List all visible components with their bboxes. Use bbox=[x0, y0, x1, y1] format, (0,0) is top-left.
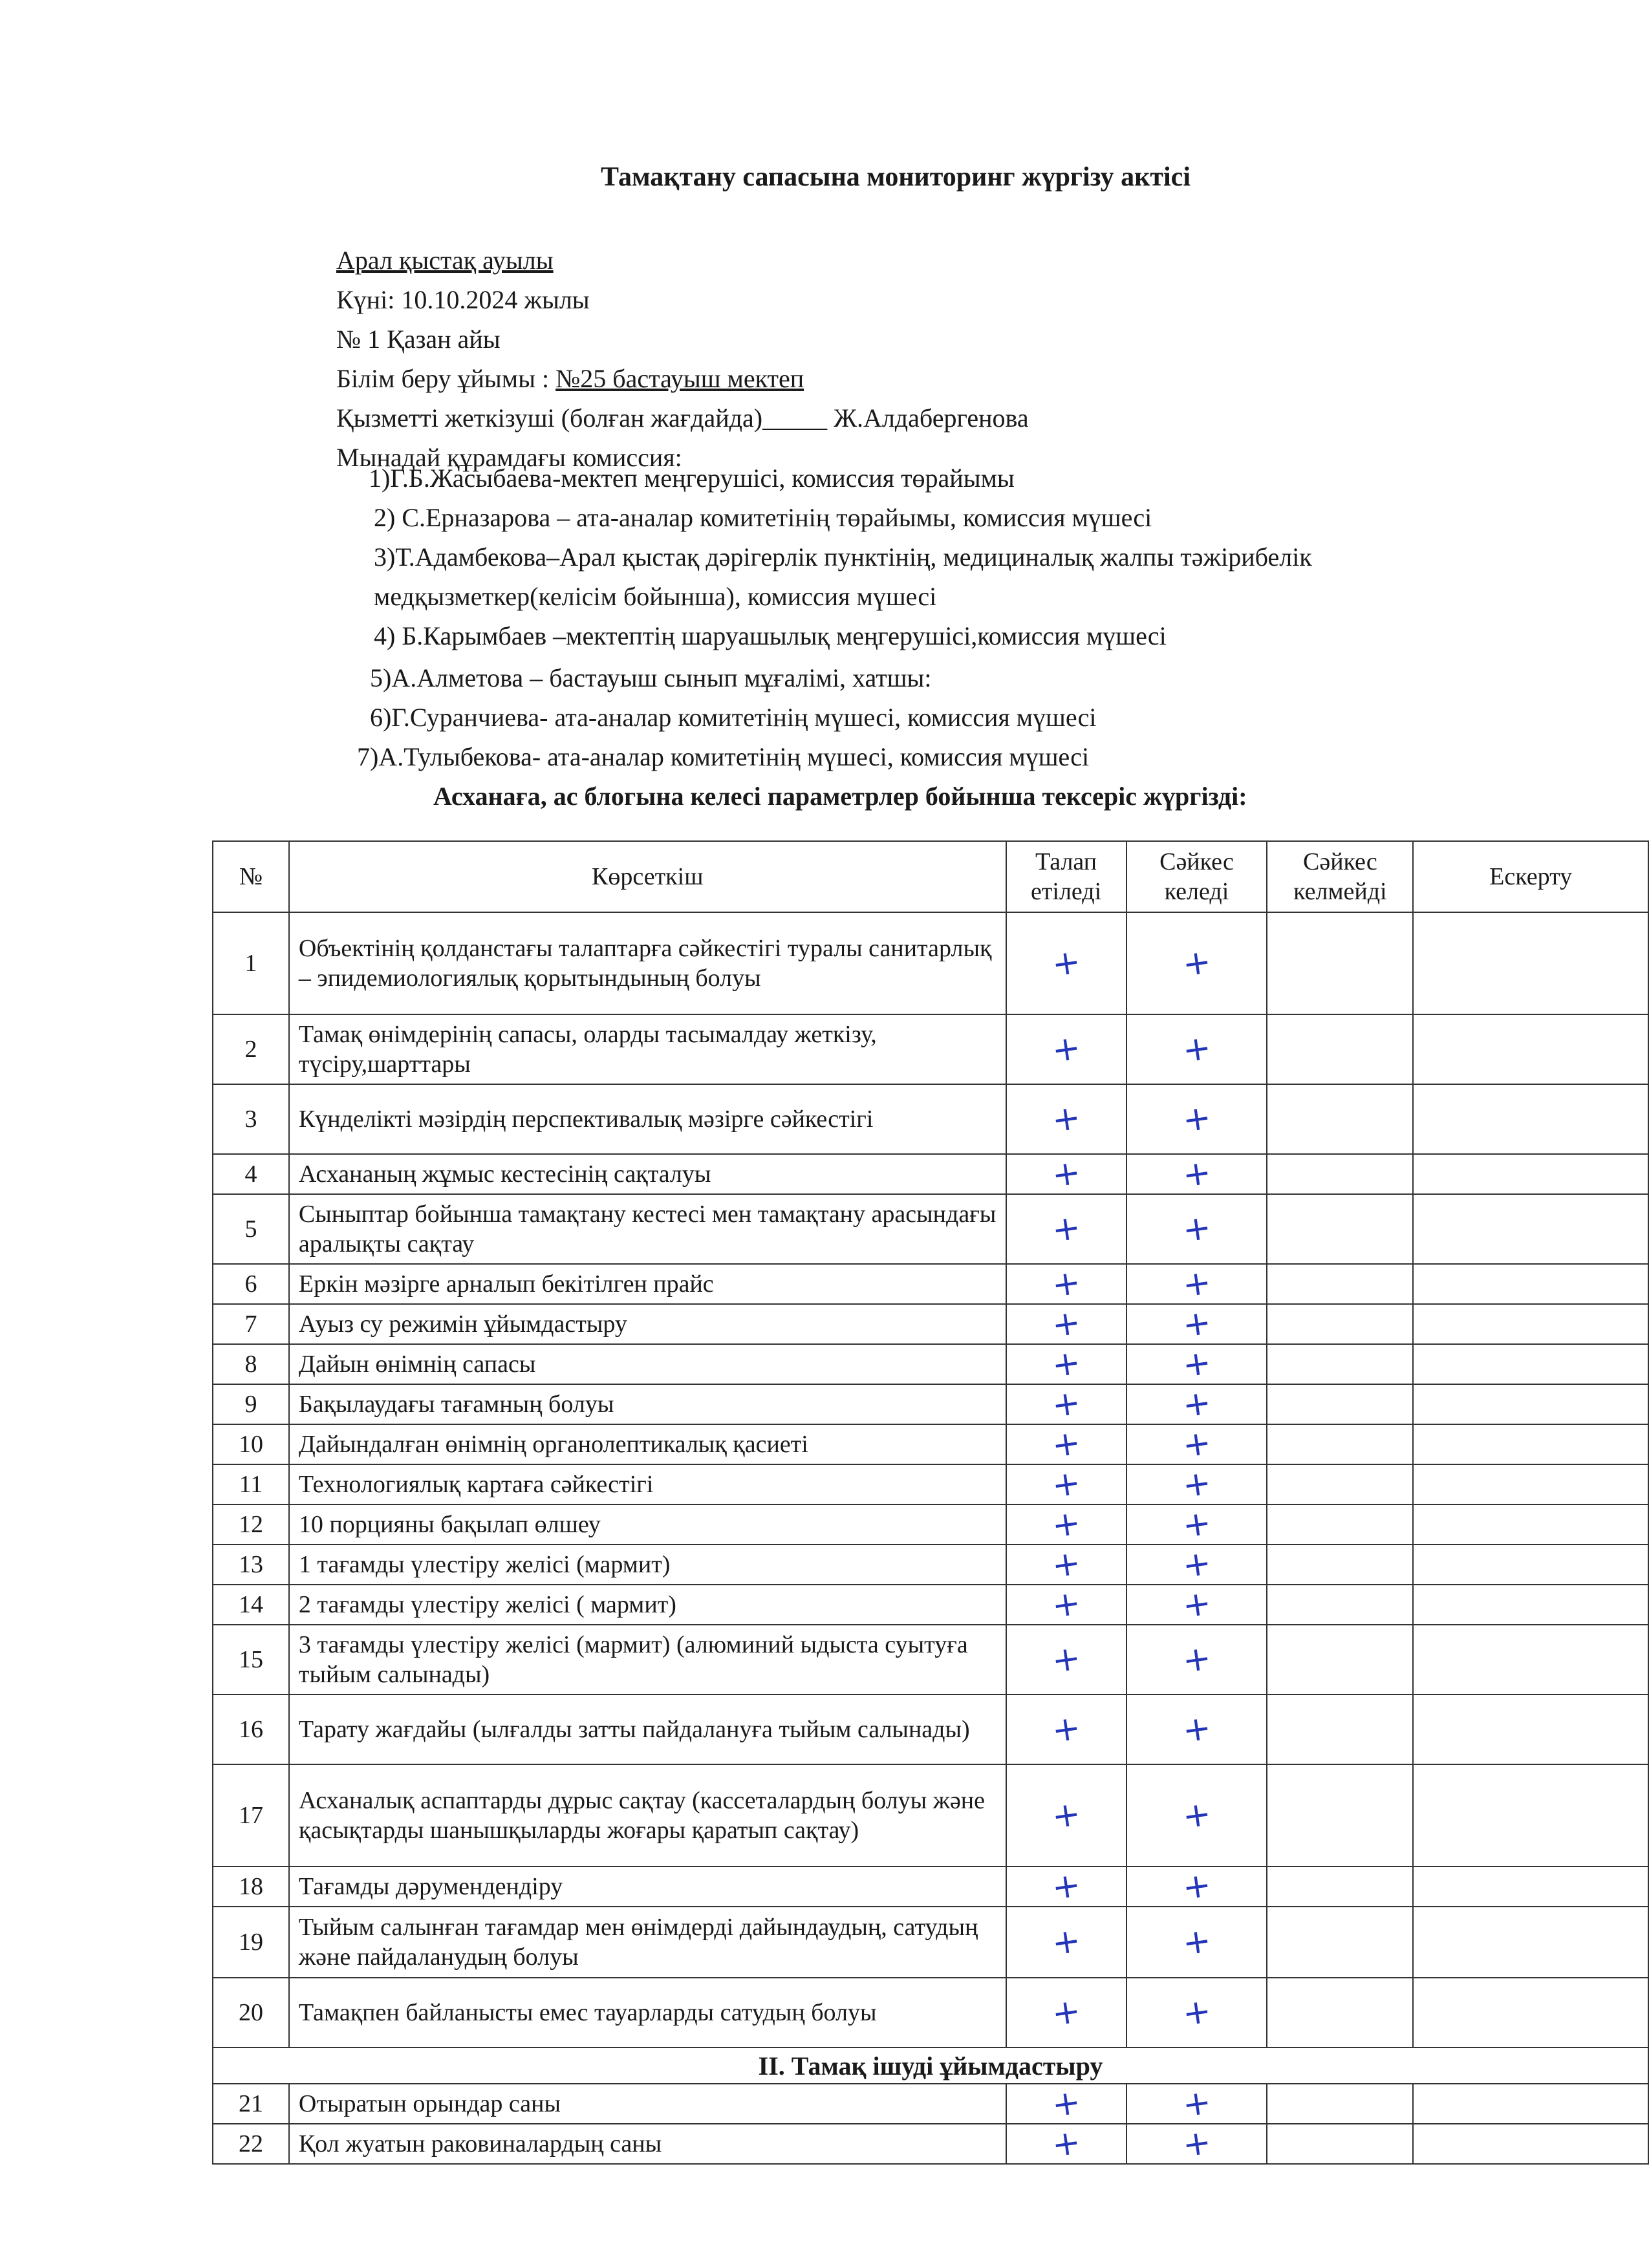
table-row bbox=[213, 2124, 1648, 2164]
compliant-mark-cell bbox=[1126, 1978, 1267, 2048]
required-mark-cell bbox=[1006, 1384, 1126, 1424]
note-cell bbox=[1413, 1907, 1648, 1978]
number-month-line: № 1 Қазан айы bbox=[336, 325, 501, 354]
row-indicator: Қол жуатын раковиналардың саны bbox=[289, 2124, 1006, 2164]
row-indicator: 10 порцияны бақылап өлшеу bbox=[289, 1504, 1006, 1545]
row-indicator: Еркін мәзірге арналып бекітілген прайс bbox=[289, 1264, 1006, 1304]
compliant-mark-cell bbox=[1126, 1014, 1267, 1084]
table-row bbox=[213, 1424, 1648, 1464]
handwritten-plus-mark: + bbox=[1180, 1208, 1214, 1250]
note-cell bbox=[1413, 1154, 1648, 1194]
required-mark-cell bbox=[1006, 1867, 1126, 1907]
handwritten-plus-mark: + bbox=[1049, 1383, 1083, 1426]
note-cell bbox=[1413, 1304, 1648, 1344]
note-cell bbox=[1413, 1695, 1648, 1764]
inspection-subheading: Асханаға, ас блогына келесі параметрлер бойынша тексеріс жүргізді: bbox=[433, 782, 1247, 811]
handwritten-plus-mark: + bbox=[1049, 1865, 1083, 1908]
handwritten-plus-mark: + bbox=[1049, 1543, 1083, 1586]
noncompliant-cell bbox=[1267, 1585, 1413, 1625]
row-number: 3 bbox=[213, 1084, 289, 1154]
table-row bbox=[213, 1867, 1648, 1907]
handwritten-plus-mark: + bbox=[1180, 1921, 1214, 1963]
required-mark-cell bbox=[1006, 1084, 1126, 1154]
table-row bbox=[213, 1194, 1648, 1264]
compliant-mark-cell bbox=[1126, 1585, 1267, 1625]
row-indicator: Асханалық аспаптарды дұрыс сақтау (кассеталардың болуы және қасықтарды шанышқыларды жоғары қаратып сақтау) bbox=[289, 1764, 1006, 1867]
note-cell bbox=[1413, 1585, 1648, 1625]
table-row bbox=[213, 1084, 1648, 1154]
handwritten-plus-mark: + bbox=[1049, 1208, 1083, 1250]
table-row bbox=[213, 1978, 1648, 2048]
table-row bbox=[213, 1464, 1648, 1504]
row-number: 18 bbox=[213, 1867, 289, 1907]
handwritten-plus-mark: + bbox=[1049, 942, 1083, 985]
row-number: 17 bbox=[213, 1764, 289, 1867]
commission-member: 2) С.Ерназарова – ата-аналар комитетінің төрайымы, комиссия мүшесі bbox=[374, 503, 1152, 532]
table-row bbox=[213, 1154, 1648, 1194]
required-mark-cell bbox=[1006, 1264, 1126, 1304]
noncompliant-cell bbox=[1267, 1464, 1413, 1504]
row-indicator: Тыйым салынған тағамдар мен өнімдерді дайындаудың, сатудың және пайдаланудың болуы bbox=[289, 1907, 1006, 1978]
commission-intro: Мынадай құрамдағы комиссия: bbox=[336, 443, 682, 472]
note-cell bbox=[1413, 2124, 1648, 2164]
handwritten-plus-mark: + bbox=[1180, 1638, 1214, 1681]
required-mark-cell bbox=[1006, 1014, 1126, 1084]
handwritten-plus-mark: + bbox=[1180, 2123, 1214, 2165]
compliant-mark-cell bbox=[1126, 1867, 1267, 1907]
row-indicator: 2 тағамды үлестіру желісі ( мармит) bbox=[289, 1585, 1006, 1625]
noncompliant-cell bbox=[1267, 1304, 1413, 1344]
row-number: 14 bbox=[213, 1585, 289, 1625]
required-mark-cell bbox=[1006, 2124, 1126, 2164]
table-row bbox=[213, 1585, 1648, 1625]
required-mark-cell bbox=[1006, 1545, 1126, 1585]
table-row bbox=[213, 1384, 1648, 1424]
table-body-section2 bbox=[213, 2084, 1648, 2164]
noncompliant-cell bbox=[1267, 1867, 1413, 1907]
section2-title: II. Тамақ ішуді ұйымдастыру bbox=[213, 2048, 1648, 2084]
row-indicator: Асхананың жұмыс кестесінің сақталуы bbox=[289, 1154, 1006, 1194]
noncompliant-cell bbox=[1267, 1264, 1413, 1304]
handwritten-plus-mark: + bbox=[1049, 1153, 1083, 1195]
handwritten-plus-mark: + bbox=[1049, 1503, 1083, 1546]
required-mark-cell bbox=[1006, 1464, 1126, 1504]
school-label: Білім беру ұйымы : bbox=[336, 364, 556, 393]
required-mark-cell bbox=[1006, 1194, 1126, 1264]
required-mark-cell bbox=[1006, 2084, 1126, 2124]
inspection-table bbox=[212, 840, 1649, 2165]
village-line: Арал қыстақ ауылы bbox=[336, 246, 554, 275]
note-cell bbox=[1413, 1264, 1648, 1304]
required-mark-cell bbox=[1006, 1154, 1126, 1194]
row-number: 12 bbox=[213, 1504, 289, 1545]
note-cell bbox=[1413, 1625, 1648, 1695]
note-cell bbox=[1413, 1424, 1648, 1464]
school-line bbox=[336, 359, 1029, 398]
noncompliant-cell bbox=[1267, 1154, 1413, 1194]
row-number: 5 bbox=[213, 1194, 289, 1264]
handwritten-plus-mark: + bbox=[1180, 1028, 1214, 1071]
compliant-mark-cell bbox=[1126, 1907, 1267, 1978]
table-section2-header bbox=[213, 2048, 1648, 2084]
row-number: 20 bbox=[213, 1978, 289, 2048]
noncompliant-cell bbox=[1267, 1545, 1413, 1585]
table-row bbox=[213, 1695, 1648, 1764]
table-row bbox=[213, 2084, 1648, 2124]
noncompliant-cell bbox=[1267, 1764, 1413, 1867]
row-indicator: Тарату жағдайы (ылғалды затты пайдалануға тыйым салынады) bbox=[289, 1695, 1006, 1764]
row-indicator: 3 тағамды үлестіру желісі (мармит) (алюминий ыдыста суытуға тыйым салынады) bbox=[289, 1625, 1006, 1695]
noncompliant-cell bbox=[1267, 1978, 1413, 2048]
handwritten-plus-mark: + bbox=[1049, 1463, 1083, 1506]
row-number: 16 bbox=[213, 1695, 289, 1764]
handwritten-plus-mark: + bbox=[1049, 1343, 1083, 1385]
handwritten-plus-mark: + bbox=[1049, 1708, 1083, 1751]
required-mark-cell bbox=[1006, 1504, 1126, 1545]
row-indicator: Объектінің қолданстағы талаптарға сәйкестігі туралы санитарлық – эпидемиологиялық қорытындының болуы bbox=[289, 912, 1006, 1014]
row-indicator: Тамақ өнімдерінің сапасы, оларды тасымалдау жеткізу, түсіру,шарттары bbox=[289, 1014, 1006, 1084]
table-row bbox=[213, 1764, 1648, 1867]
note-cell bbox=[1413, 2084, 1648, 2124]
required-mark-cell bbox=[1006, 1344, 1126, 1384]
handwritten-plus-mark: + bbox=[1180, 942, 1214, 985]
row-indicator: Сыныптар бойынша тамақтану кестесі мен тамақтану арасындағы аралықты сақтау bbox=[289, 1194, 1006, 1264]
handwritten-plus-mark: + bbox=[1180, 1263, 1214, 1305]
row-indicator: Тағамды дәрумендендіру bbox=[289, 1867, 1006, 1907]
required-mark-cell bbox=[1006, 1695, 1126, 1764]
noncompliant-cell bbox=[1267, 1014, 1413, 1084]
noncompliant-cell bbox=[1267, 1695, 1413, 1764]
row-number: 7 bbox=[213, 1304, 289, 1344]
handwritten-plus-mark: + bbox=[1180, 1303, 1214, 1345]
handwritten-plus-mark: + bbox=[1049, 1028, 1083, 1071]
compliant-mark-cell bbox=[1126, 2124, 1267, 2164]
compliant-mark-cell bbox=[1126, 1504, 1267, 1545]
noncompliant-cell bbox=[1267, 1384, 1413, 1424]
handwritten-plus-mark: + bbox=[1049, 1263, 1083, 1305]
compliant-mark-cell bbox=[1126, 1154, 1267, 1194]
commission-member: 5)А.Алметова – бастауыш сынып мұғалімі, хатшы: bbox=[370, 663, 932, 692]
row-indicator: Тамақпен байланысты емес тауарларды сатудың болуы bbox=[289, 1978, 1006, 2048]
handwritten-plus-mark: + bbox=[1049, 2123, 1083, 2165]
compliant-mark-cell bbox=[1126, 2084, 1267, 2124]
note-cell bbox=[1413, 1504, 1648, 1545]
compliant-mark-cell bbox=[1126, 1344, 1267, 1384]
table-row bbox=[213, 1545, 1648, 1585]
compliant-mark-cell bbox=[1126, 1764, 1267, 1867]
compliant-mark-cell bbox=[1126, 1695, 1267, 1764]
row-indicator: Күнделікті мәзірдің перспективалық мәзірге сәйкестігі bbox=[289, 1084, 1006, 1154]
header-no: № bbox=[213, 841, 289, 912]
table-row bbox=[213, 1907, 1648, 1978]
compliant-mark-cell bbox=[1126, 1304, 1267, 1344]
header-required: Талап етіледі bbox=[1006, 841, 1126, 912]
handwritten-plus-mark: + bbox=[1049, 1794, 1083, 1837]
noncompliant-cell bbox=[1267, 1344, 1413, 1384]
handwritten-plus-mark: + bbox=[1049, 1583, 1083, 1626]
commission-member: медқызметкер(келісім бойынша), комиссия мүшесі bbox=[374, 582, 937, 611]
row-number: 8 bbox=[213, 1344, 289, 1384]
note-cell bbox=[1413, 1194, 1648, 1264]
handwritten-plus-mark: + bbox=[1180, 1153, 1214, 1195]
handwritten-plus-mark: + bbox=[1049, 1098, 1083, 1140]
row-indicator: Ауыз су режимін ұйымдастыру bbox=[289, 1304, 1006, 1344]
row-number: 22 bbox=[213, 2124, 289, 2164]
noncompliant-cell bbox=[1267, 1194, 1413, 1264]
section-row bbox=[213, 2048, 1648, 2084]
act-info-block bbox=[336, 241, 1029, 477]
compliant-mark-cell bbox=[1126, 1084, 1267, 1154]
header-indicator: Көрсеткіш bbox=[289, 841, 1006, 912]
compliant-mark-cell bbox=[1126, 1194, 1267, 1264]
compliant-mark-cell bbox=[1126, 1264, 1267, 1304]
supplier-line: Қызметті жеткізуші (болған жағдайда)_____ Ж.Алдабергенова bbox=[336, 403, 1029, 433]
row-indicator: Отыратын орындар саны bbox=[289, 2084, 1006, 2124]
row-number: 4 bbox=[213, 1154, 289, 1194]
required-mark-cell bbox=[1006, 1764, 1126, 1867]
note-cell bbox=[1413, 1384, 1648, 1424]
note-cell bbox=[1413, 1867, 1648, 1907]
table-body-section1 bbox=[213, 912, 1648, 2048]
handwritten-plus-mark: + bbox=[1180, 1543, 1214, 1586]
row-indicator: Дайындалған өнімнің органолептикалық қасиеті bbox=[289, 1424, 1006, 1464]
commission-member: 4) Б.Карымбаев –мектептің шаруашылық меңгерушісі,комиссия мүшесі bbox=[374, 621, 1167, 650]
table-row bbox=[213, 1264, 1648, 1304]
required-mark-cell bbox=[1006, 1978, 1126, 2048]
table-row bbox=[213, 1625, 1648, 1695]
compliant-mark-cell bbox=[1126, 1625, 1267, 1695]
handwritten-plus-mark: + bbox=[1180, 2082, 1214, 2125]
row-number: 13 bbox=[213, 1545, 289, 1585]
row-number: 10 bbox=[213, 1424, 289, 1464]
noncompliant-cell bbox=[1267, 1084, 1413, 1154]
header-compliant: Сәйкес келеді bbox=[1126, 841, 1267, 912]
noncompliant-cell bbox=[1267, 2124, 1413, 2164]
commission-member: 7)А.Тулыбекова- ата-аналар комитетінің мүшесі, комиссия мүшесі bbox=[357, 742, 1090, 771]
table-row bbox=[213, 912, 1648, 1014]
commission-member: 6)Г.Суранчиева- ата-аналар комитетінің мүшесі, комиссия мүшесі bbox=[370, 703, 1097, 732]
table-row bbox=[213, 1344, 1648, 1384]
handwritten-plus-mark: + bbox=[1180, 1794, 1214, 1837]
note-cell bbox=[1413, 1084, 1648, 1154]
note-cell bbox=[1413, 1978, 1648, 2048]
noncompliant-cell bbox=[1267, 1504, 1413, 1545]
handwritten-plus-mark: + bbox=[1180, 1383, 1214, 1426]
row-number: 1 bbox=[213, 912, 289, 1014]
table-row bbox=[213, 1014, 1648, 1084]
commission-member: 1)Г.Б.Жасыбаева-мектеп меңгерушісі, комиссия төрайымы bbox=[369, 464, 1015, 493]
row-number: 11 bbox=[213, 1464, 289, 1504]
required-mark-cell bbox=[1006, 1625, 1126, 1695]
document-title: Тамақтану сапасына мониторинг жүргізу актісі bbox=[601, 162, 1191, 192]
row-number: 6 bbox=[213, 1264, 289, 1304]
handwritten-plus-mark: + bbox=[1180, 1865, 1214, 1908]
handwritten-plus-mark: + bbox=[1049, 1991, 1083, 2034]
handwritten-plus-mark: + bbox=[1180, 1503, 1214, 1546]
row-indicator: Технологиялық картаға сәйкестігі bbox=[289, 1464, 1006, 1504]
compliant-mark-cell bbox=[1126, 1545, 1267, 1585]
handwritten-plus-mark: + bbox=[1180, 1343, 1214, 1385]
row-indicator: Дайын өнімнің сапасы bbox=[289, 1344, 1006, 1384]
handwritten-plus-mark: + bbox=[1180, 1583, 1214, 1626]
row-indicator: Бақылаудағы тағамның болуы bbox=[289, 1384, 1006, 1424]
header-noncompliant: Сәйкес келмейді bbox=[1267, 841, 1413, 912]
handwritten-plus-mark: + bbox=[1049, 1638, 1083, 1681]
note-cell bbox=[1413, 1764, 1648, 1867]
note-cell bbox=[1413, 1014, 1648, 1084]
noncompliant-cell bbox=[1267, 912, 1413, 1014]
required-mark-cell bbox=[1006, 1424, 1126, 1464]
noncompliant-cell bbox=[1267, 1625, 1413, 1695]
note-cell bbox=[1413, 1464, 1648, 1504]
date-line: Күні: 10.10.2024 жылы bbox=[336, 285, 590, 314]
row-number: 15 bbox=[213, 1625, 289, 1695]
handwritten-plus-mark: + bbox=[1180, 1991, 1214, 2034]
handwritten-plus-mark: + bbox=[1049, 2082, 1083, 2125]
note-cell bbox=[1413, 912, 1648, 1014]
handwritten-plus-mark: + bbox=[1180, 1463, 1214, 1506]
commission-member: 3)Т.Адамбекова–Арал қыстақ дәрігерлік пунктінің, медициналық жалпы тәжірибелік bbox=[374, 542, 1312, 572]
note-cell bbox=[1413, 1344, 1648, 1384]
required-mark-cell bbox=[1006, 1304, 1126, 1344]
table-row bbox=[213, 1304, 1648, 1344]
noncompliant-cell bbox=[1267, 2084, 1413, 2124]
noncompliant-cell bbox=[1267, 1424, 1413, 1464]
handwritten-plus-mark: + bbox=[1049, 1423, 1083, 1466]
table-header-row bbox=[213, 841, 1648, 912]
row-indicator: 1 тағамды үлестіру желісі (мармит) bbox=[289, 1545, 1006, 1585]
table-row bbox=[213, 1504, 1648, 1545]
handwritten-plus-mark: + bbox=[1049, 1921, 1083, 1963]
handwritten-plus-mark: + bbox=[1180, 1423, 1214, 1466]
compliant-mark-cell bbox=[1126, 912, 1267, 1014]
row-number: 19 bbox=[213, 1907, 289, 1978]
handwritten-plus-mark: + bbox=[1180, 1098, 1214, 1140]
handwritten-plus-mark: + bbox=[1180, 1708, 1214, 1751]
compliant-mark-cell bbox=[1126, 1424, 1267, 1464]
compliant-mark-cell bbox=[1126, 1464, 1267, 1504]
row-number: 21 bbox=[213, 2084, 289, 2124]
handwritten-plus-mark: + bbox=[1049, 1303, 1083, 1345]
required-mark-cell bbox=[1006, 1907, 1126, 1978]
required-mark-cell bbox=[1006, 1585, 1126, 1625]
note-cell bbox=[1413, 1545, 1648, 1585]
required-mark-cell bbox=[1006, 912, 1126, 1014]
row-number: 9 bbox=[213, 1384, 289, 1424]
header-note: Ескерту bbox=[1413, 841, 1648, 912]
noncompliant-cell bbox=[1267, 1907, 1413, 1978]
school-value: №25 бастауыш мектеп bbox=[555, 364, 804, 393]
row-number: 2 bbox=[213, 1014, 289, 1084]
compliant-mark-cell bbox=[1126, 1384, 1267, 1424]
